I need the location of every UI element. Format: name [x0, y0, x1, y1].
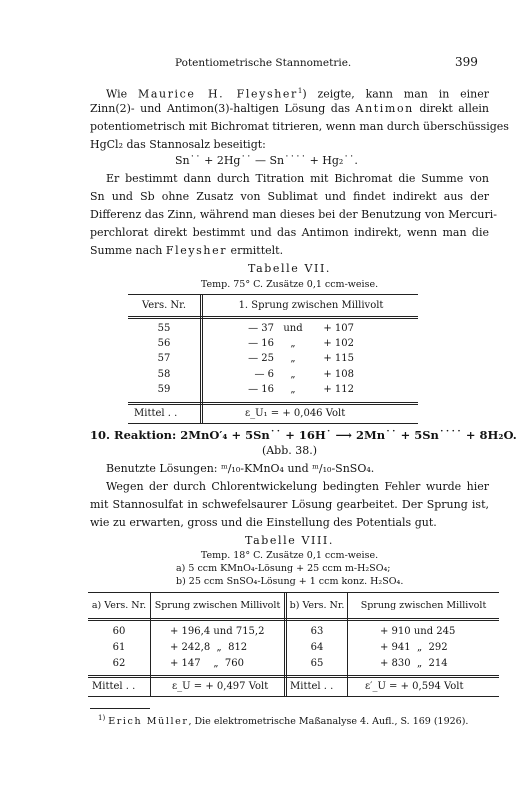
intro-line-1: Wie Maurice H. Fleysher$^1$) zeigte, kann man in einer — [106, 87, 490, 101]
table7-rule-mean — [128, 402, 418, 403]
table7-cell-sep: und — [283, 323, 303, 334]
intro-line-2: Zinn(2)- und Antimon(3)-haltigen Lösung das Antimon direkt allein — [90, 102, 489, 115]
para3-line-1: Benutzte Lösungen: ᵐ/₁₀-KMnO₄ und ᵐ/₁₀-SnSO₄. — [106, 462, 375, 475]
table8-header-b-jump: Sprung zwischen Millivolt — [360, 600, 487, 611]
table7-title: Tabelle VII. — [248, 262, 331, 275]
para2-line-5: Summe nach Fleysher ermittelt. — [90, 244, 284, 257]
table8-cell-a-nr: 60 — [112, 626, 126, 637]
table7-cell-high: + 102 — [323, 338, 354, 350]
table8-cell-b-nr: 65 — [310, 658, 324, 669]
table7-cell-low: — 16 — [248, 338, 274, 350]
table8-mean-label-a: Mittel . . — [92, 681, 136, 692]
table8-cell-b-nr: 64 — [310, 642, 324, 653]
table7-rule-bottom — [128, 423, 418, 424]
table7-cell-sep: „ — [290, 368, 296, 380]
table8-cell-b-jump: + 941 „ 292 — [380, 642, 448, 653]
table7-mean-value: ε_U₁ = + 0,046 Volt — [245, 408, 346, 419]
footnote: $^{1)}$ Erich Müller, Die elektrometrische Maßanalyse 4. Aufl., S. 169 (1926). — [98, 714, 469, 728]
table7-cell-nr: 58 — [157, 368, 171, 380]
para3-line-3: mit Stannosulfat in schwefelsaurer Lösung gearbeitet. Der Sprung ist, — [90, 498, 489, 511]
table7-cell-high: + 108 — [323, 368, 354, 380]
table7-cell-nr: 55 — [157, 323, 171, 334]
page-number: 399 — [455, 55, 478, 69]
table7-cell-low: — 25 — [248, 353, 274, 365]
table7-rule-head — [128, 316, 418, 317]
running-title: Potentiometrische Stannometrie. — [175, 57, 352, 69]
table7-col-divider-2 — [202, 294, 203, 423]
table7-cell-low: — 16 — [248, 383, 274, 395]
table7-cell-high: + 107 — [323, 323, 354, 334]
figure-ref: (Abb. 38.) — [261, 444, 318, 457]
table8-cell-a-jump: + 196,4 und 715,2 — [170, 626, 265, 637]
table8-condition-a: a) 5 ccm KMnO₄-Lösung + 25 ccm m-H₂SO₄; — [176, 563, 391, 574]
table8-mean-value-b: ε′_U = + 0,594 Volt — [365, 681, 464, 692]
footnote-rule — [90, 708, 150, 709]
table7-rule-top — [128, 294, 418, 295]
table7-cell-sep: „ — [290, 353, 296, 365]
table8-title: Tabelle VIII. — [245, 534, 334, 547]
table8-mean-label-b: Mittel . . — [290, 681, 334, 692]
table8-cell-a-jump: + 242,8 „ 812 — [170, 642, 248, 653]
table7-cell-high: + 112 — [323, 383, 354, 395]
table7-cell-nr: 57 — [157, 353, 171, 365]
table8-cell-a-nr: 61 — [112, 642, 126, 653]
table7-cell-nr: 59 — [157, 383, 171, 395]
table8-header-a-jump: Sprung zwischen Millivolt — [154, 600, 281, 611]
intro-line-3: potentiometrisch mit Bichromat titrieren, wenn man durch überschüssiges — [90, 120, 509, 133]
table7-cell-sep: „ — [290, 383, 296, 395]
table7-col-divider — [200, 294, 201, 423]
intro-line-4: HgCl₂ das Stannosalz beseitigt: — [90, 138, 266, 151]
table8-header-b-nr: b) Vers. Nr. — [289, 600, 345, 611]
table7-cell-low: — 6 — [254, 368, 274, 380]
table8-col-divider-2 — [284, 592, 285, 696]
table7-mean-label: Mittel . . — [134, 408, 178, 419]
reaction-equation: 10. Reaktion: 2MnO′₄ + 5Sn˙˙ + 16H˙ ⟶ 2Mn˙˙ + 5Sn˙˙˙˙ + 8H₂O. — [90, 428, 517, 442]
para3-line-2: Wegen der durch Chlorentwickelung bedingten Fehler wurde hier — [106, 480, 489, 493]
table7-rule-head2 — [128, 318, 418, 319]
table8-mean-value-a: ε_U = + 0,497 Volt — [172, 681, 269, 692]
table8-rule-bottom — [88, 696, 499, 697]
table8-cell-b-jump: + 910 und 245 — [380, 626, 456, 637]
table7-subtitle: Temp. 75° C. Zusätze 0,1 ccm-weise. — [200, 279, 379, 290]
table8-cell-b-jump: + 830 „ 214 — [380, 658, 448, 669]
table7-cell-low: — 37 — [248, 323, 274, 334]
table7-cell-high: + 115 — [323, 353, 354, 365]
table7-cell-sep: „ — [290, 338, 296, 350]
para2-line-2: Sn und Sb ohne Zusatz von Sublimat und findet indirekt aus der — [90, 190, 489, 203]
para2-line-1: Er bestimmt dann durch Titration mit Bichromat die Summe von — [106, 172, 489, 185]
table8-subtitle: Temp. 18° C. Zusätze 0,1 ccm-weise. — [200, 550, 379, 561]
table8-cell-a-jump: + 147 „ 760 — [170, 658, 244, 669]
table7-header-nr: Vers. Nr. — [141, 300, 187, 311]
table8-condition-b: b) 25 ccm SnSO₄-Lösung + 1 ccm konz. H₂SO₄. — [176, 576, 404, 587]
table8-cell-a-nr: 62 — [112, 658, 126, 669]
table8-header-a-nr: a) Vers. Nr. — [91, 600, 147, 611]
table7-header-jump: 1. Sprung zwischen Millivolt — [238, 300, 384, 311]
para3-line-4: wie zu erwarten, gross und die Einstellung des Potentials gut. — [90, 516, 437, 529]
table8-cell-b-nr: 63 — [310, 626, 324, 637]
table7-cell-nr: 56 — [157, 338, 171, 350]
table7-rule-mean2 — [128, 404, 418, 405]
equation: Sn˙˙ + 2Hg˙˙ — Sn˙˙˙˙ + Hg₂˙˙. — [175, 154, 358, 167]
para2-line-4: perchlorat direkt bestimmt und das Antimon indirekt, wenn man die — [90, 226, 489, 239]
para2-line-3: Differenz das Zinn, während man dieses bei der Benutzung von Mercuri- — [90, 208, 497, 221]
